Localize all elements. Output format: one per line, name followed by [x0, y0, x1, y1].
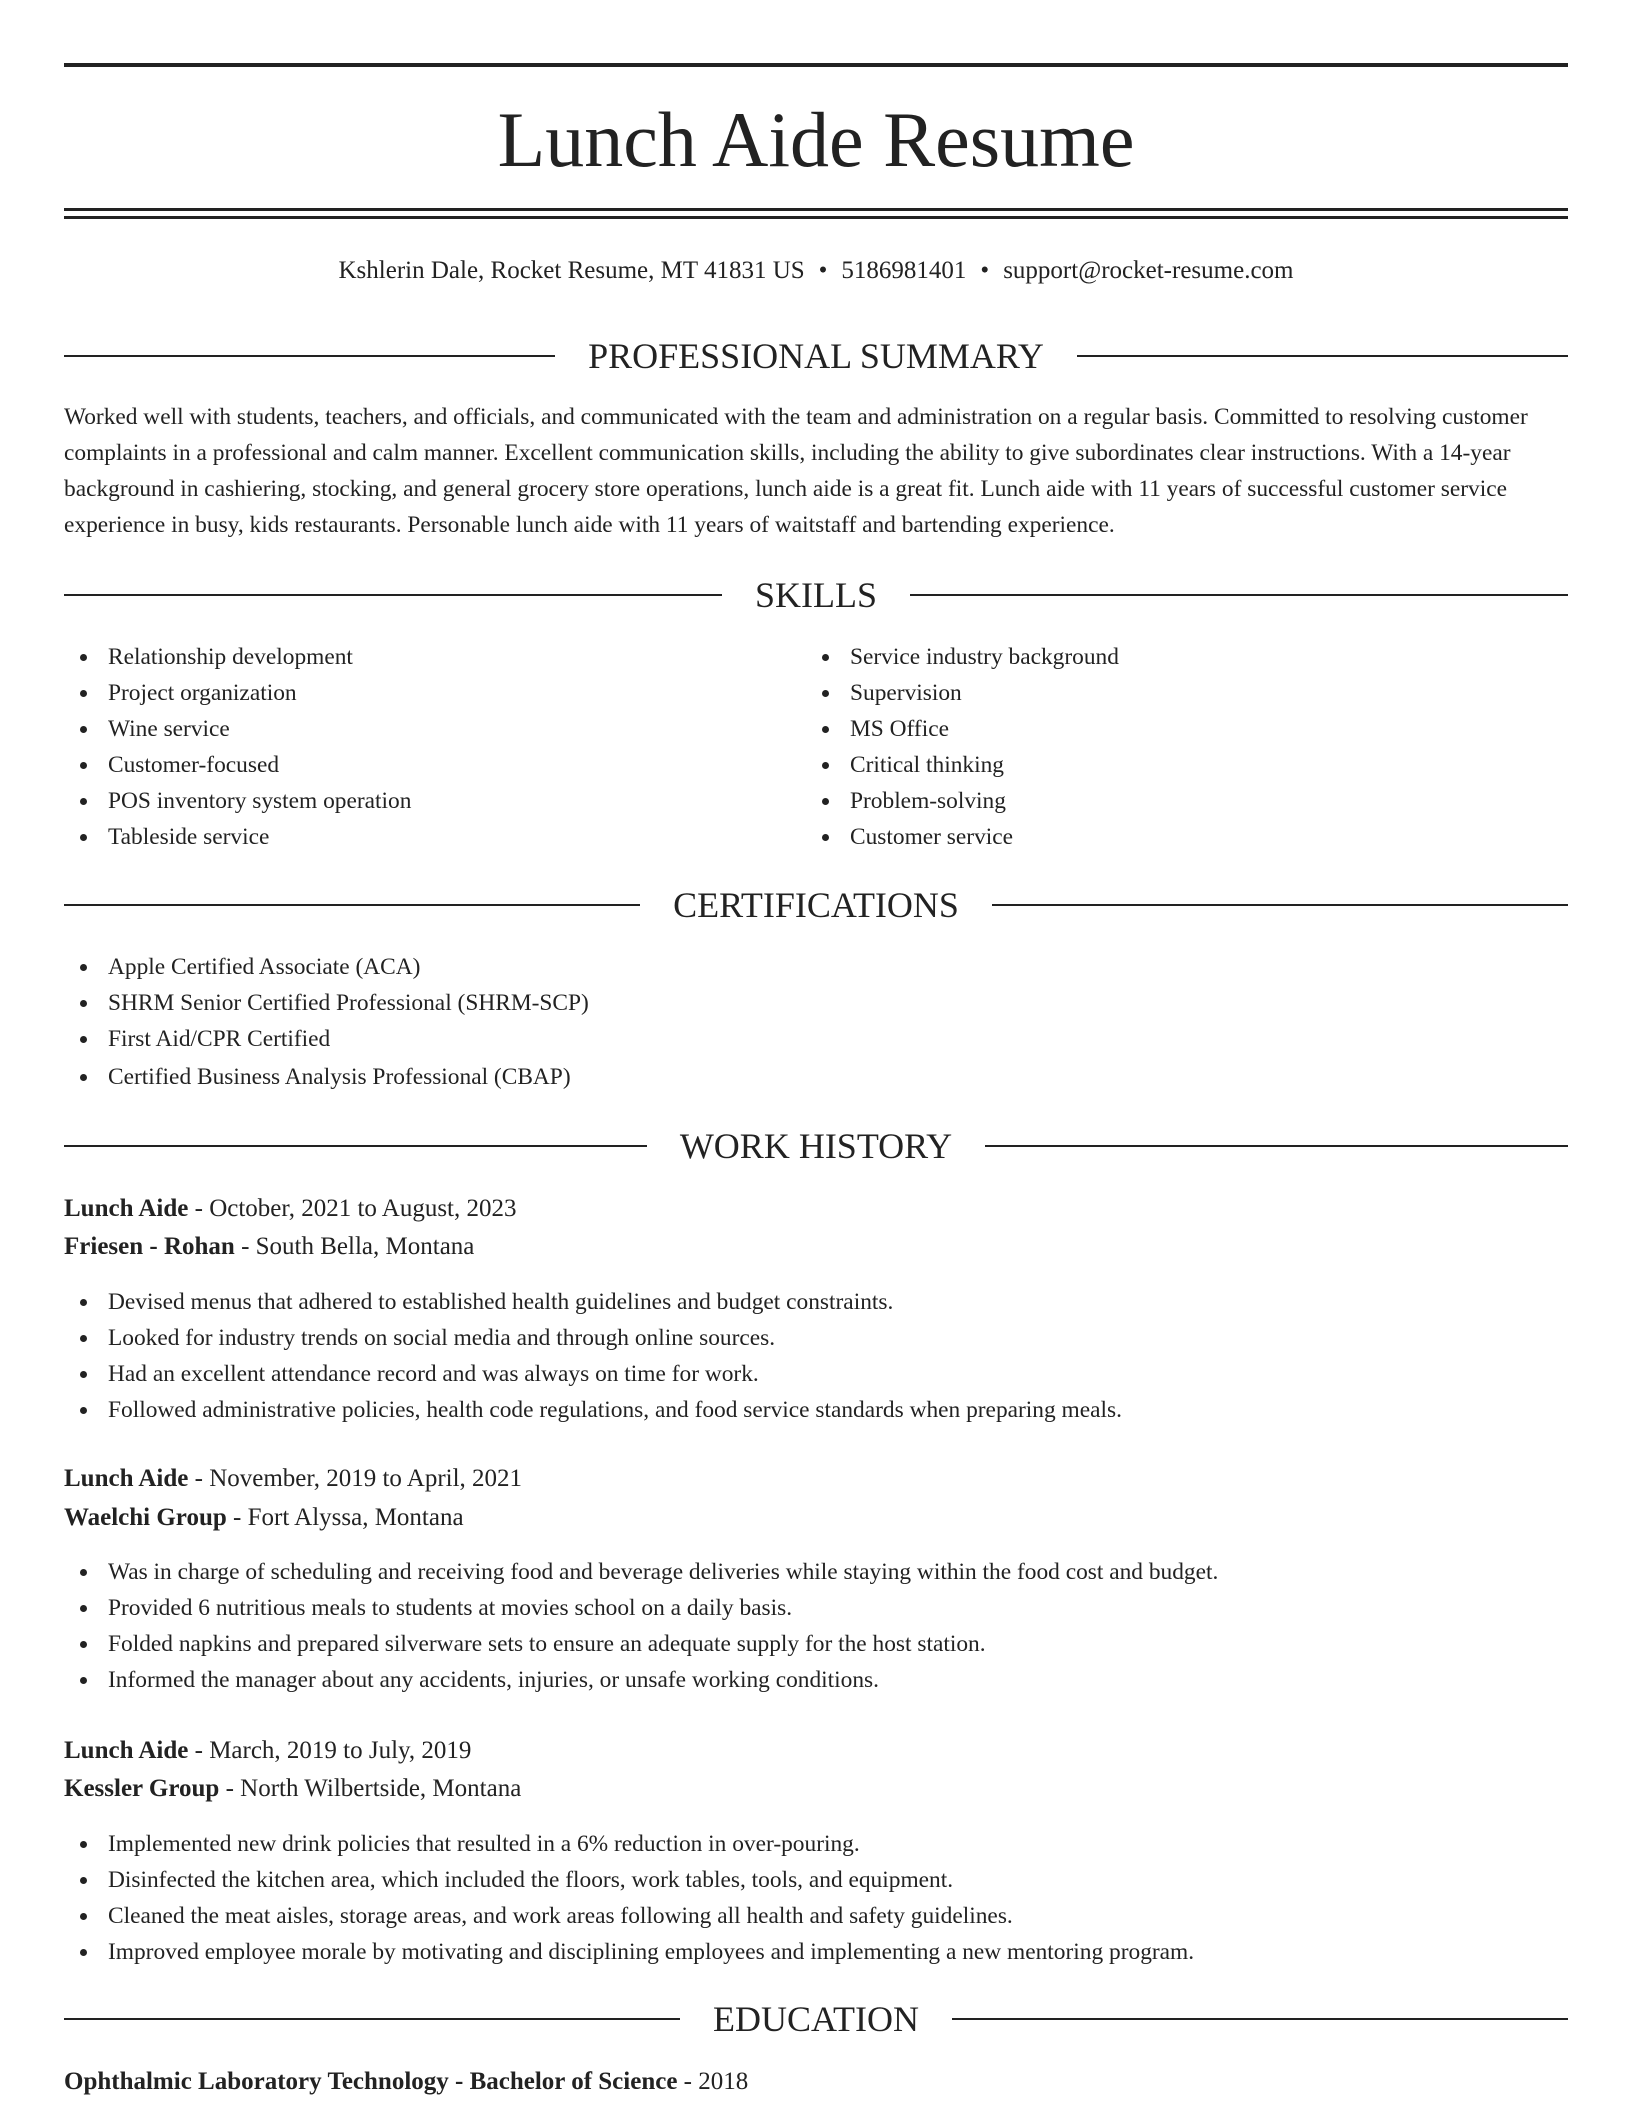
job-location: Fort Alyssa, Montana: [247, 1504, 464, 1531]
contact-separator: •: [980, 257, 990, 284]
page-title: Lunch Aide Resume: [497, 96, 1135, 183]
job-title: Lunch Aide: [64, 1737, 189, 1764]
list-item: Customer-focused: [64, 747, 411, 783]
skills-list-right: [806, 639, 1119, 855]
list-item: Followed administrative policies, health code regulations, and food service standards when preparing meals.: [64, 1392, 1122, 1428]
heading-rule-right: [952, 2018, 1568, 2020]
job-company-line: Kessler Group - North Wilbertside, Montana: [64, 1775, 522, 1802]
section-heading-certifications: [64, 882, 1568, 928]
job-title-line: Lunch Aide - October, 2021 to August, 2023: [64, 1195, 517, 1222]
list-item: Disinfected the kitchen area, which included the floors, work tables, tools, and equipment.: [64, 1862, 1194, 1898]
contact-email: support@rocket-resume.com: [1003, 257, 1294, 284]
education-field: Ophthalmic Laboratory Technology: [64, 2068, 449, 2095]
job-company-line: Friesen - Rohan - South Bella, Montana: [64, 1233, 475, 1260]
job-bullets: [64, 1284, 1122, 1428]
list-item: Certified Business Analysis Professional (CBAP): [64, 1059, 589, 1095]
job-title: Lunch Aide: [64, 1195, 189, 1222]
contact-address: Kshlerin Dale, Rocket Resume, MT 41831 US: [338, 257, 805, 284]
job-location: North Wilbertside, Montana: [240, 1775, 522, 1802]
list-item: POS inventory system operation: [64, 783, 411, 819]
contact-separator: •: [818, 257, 828, 284]
heading-rule-right: [1077, 355, 1568, 357]
list-item: Tableside service: [64, 819, 411, 855]
job-dates: March, 2019 to July, 2019: [209, 1737, 472, 1764]
job-company: Kessler Group: [64, 1775, 220, 1802]
section-title: CERTIFICATIONS: [673, 885, 959, 925]
list-item: Folded napkins and prepared silverware sets to ensure an adequate supply for the host station.: [64, 1626, 1218, 1662]
job-company: Friesen - Rohan: [64, 1233, 235, 1260]
heading-rule-right: [985, 1145, 1568, 1147]
education-degree: Bachelor of Science: [469, 2068, 678, 2095]
list-item: Customer service: [806, 819, 1119, 855]
heading-rule-right: [992, 904, 1568, 906]
list-item: Apple Certified Associate (ACA): [64, 949, 589, 985]
list-item: Service industry background: [806, 639, 1119, 675]
list-item: Had an excellent attendance record and was always on time for work.: [64, 1356, 1122, 1392]
section-heading-summary: [64, 333, 1568, 379]
summary-paragraph: Worked well with students, teachers, and officials, and communicated with the team and administration on a regular basis. Committed to resolving customer complaints in a professional and calm manner. Excellent communication skills, including the ability to give subordinates clear instructions. With a 14-year background in cashiering, stocking, and general grocery store operations, lunch aide is a great fit. Lunch aide with 11 years of successful customer service experience in busy, kids restaurants. Personable lunch aide with 11 years of waitstaff and bartending experience.: [64, 404, 1528, 538]
list-item: First Aid/CPR Certified: [64, 1021, 589, 1057]
heading-rule-right: [910, 594, 1568, 596]
job-title-line: Lunch Aide - November, 2019 to April, 2021: [64, 1465, 523, 1492]
education-year: 2018: [698, 2068, 749, 2095]
job-title: Lunch Aide: [64, 1465, 189, 1492]
list-item: Looked for industry trends on social media and through online sources.: [64, 1320, 1122, 1356]
section-title: WORK HISTORY: [679, 1126, 953, 1166]
list-item: SHRM Senior Certified Professional (SHRM-SCP): [64, 985, 589, 1021]
job-bullets: [64, 1826, 1194, 1970]
list-item: Project organization: [64, 675, 411, 711]
top-rule: [64, 63, 1568, 67]
heading-rule-left: [64, 904, 640, 906]
list-item: Relationship development: [64, 639, 411, 675]
heading-rule-left: [64, 594, 722, 596]
title-double-rule-upper: [64, 208, 1568, 211]
job-company-line: Waelchi Group - Fort Alyssa, Montana: [64, 1504, 464, 1531]
section-title: SKILLS: [755, 575, 878, 615]
section-heading-work-history: [64, 1123, 1568, 1169]
job-dates: October, 2021 to August, 2023: [209, 1195, 517, 1222]
contact-phone: 5186981401: [841, 257, 967, 284]
heading-rule-left: [64, 355, 555, 357]
section-heading-education: [64, 1996, 1568, 2042]
list-item: Supervision: [806, 675, 1119, 711]
list-item: Wine service: [64, 711, 411, 747]
list-item: Implemented new drink policies that resulted in a 6% reduction in over-pouring.: [64, 1826, 1194, 1862]
job-dates: November, 2019 to April, 2021: [209, 1465, 523, 1492]
job-location: South Bella, Montana: [255, 1233, 475, 1260]
certifications-list: [64, 949, 589, 1095]
job-company: Waelchi Group: [64, 1504, 227, 1531]
title-double-rule-lower: [64, 216, 1568, 219]
section-heading-skills: [64, 572, 1568, 618]
list-item: MS Office: [806, 711, 1119, 747]
list-item: Improved employee morale by motivating and disciplining employees and implementing a new mentoring program.: [64, 1934, 1194, 1970]
section-title: EDUCATION: [713, 1999, 919, 2039]
list-item: Provided 6 nutritious meals to students at movies school on a daily basis.: [64, 1590, 1218, 1626]
list-item: Critical thinking: [806, 747, 1119, 783]
education-entry: Ophthalmic Laboratory Technology - Bachelor of Science - 2018: [64, 2068, 749, 2095]
contact-line: [64, 254, 1568, 288]
list-item: Cleaned the meat aisles, storage areas, and work areas following all health and safety guidelines.: [64, 1898, 1194, 1934]
list-item: Was in charge of scheduling and receiving food and beverage deliveries while staying within the food cost and budget.: [64, 1554, 1218, 1590]
heading-rule-left: [64, 2018, 680, 2020]
job-bullets: [64, 1554, 1218, 1698]
heading-rule-left: [64, 1145, 647, 1147]
job-title-line: Lunch Aide - March, 2019 to July, 2019: [64, 1737, 472, 1764]
list-item: Devised menus that adhered to established health guidelines and budget constraints.: [64, 1284, 1122, 1320]
section-title: PROFESSIONAL SUMMARY: [588, 336, 1044, 376]
list-item: Informed the manager about any accidents, injuries, or unsafe working conditions.: [64, 1662, 1218, 1698]
list-item: Problem-solving: [806, 783, 1119, 819]
skills-list-left: [64, 639, 411, 855]
